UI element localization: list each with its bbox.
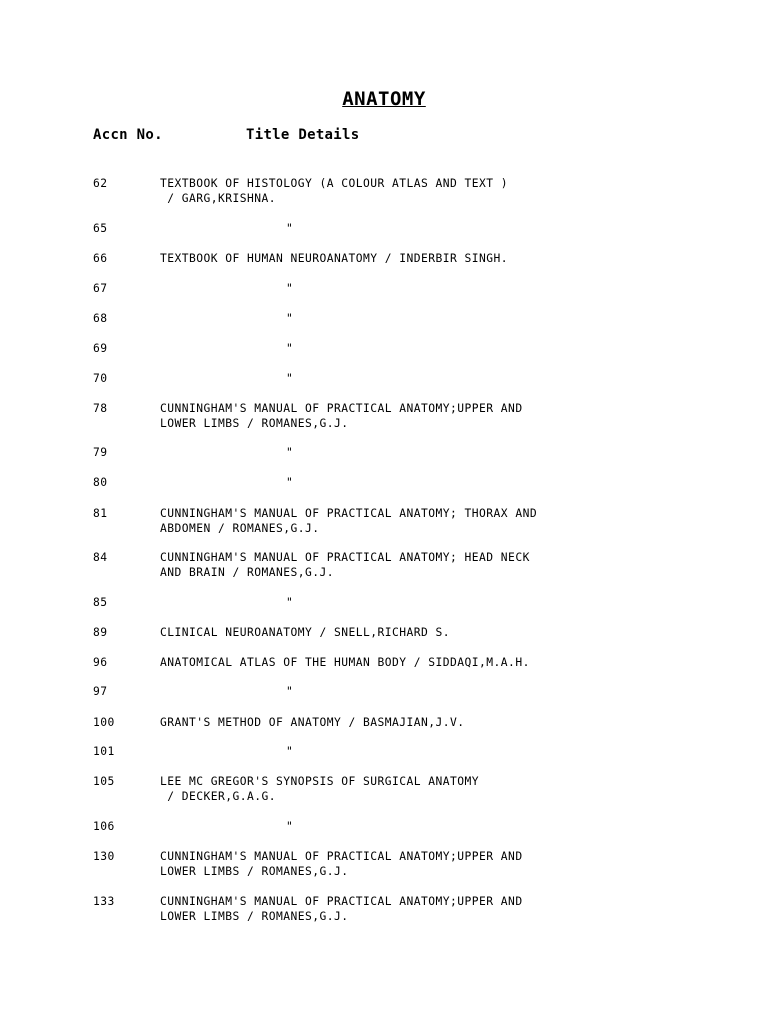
title-line: LEE MC GREGOR'S SYNOPSIS OF SURGICAL ANATOMY xyxy=(160,775,480,788)
title-line: CUNNINGHAM'S MANUAL OF PRACTICAL ANATOMY;UPPER AND xyxy=(160,402,523,415)
ditto-mark: " xyxy=(286,596,294,609)
accn-number: 79 xyxy=(93,446,108,459)
title-line: AND BRAIN / ROMANES,G.J. xyxy=(160,566,335,579)
title-line: CUNNINGHAM'S MANUAL OF PRACTICAL ANATOMY;UPPER AND xyxy=(160,850,523,863)
accn-number: 68 xyxy=(93,312,108,325)
accn-number: 101 xyxy=(93,745,115,758)
accn-number: 130 xyxy=(93,850,115,863)
accn-number: 89 xyxy=(93,626,108,639)
ditto-mark: " xyxy=(286,312,294,325)
title-line: / DECKER,G.A.G. xyxy=(160,790,277,803)
title-line: ANATOMICAL ATLAS OF THE HUMAN BODY / SIDDAQI,M.A.H. xyxy=(160,656,530,669)
ditto-mark: " xyxy=(286,342,294,355)
ditto-mark: " xyxy=(286,476,294,489)
title-line: CUNNINGHAM'S MANUAL OF PRACTICAL ANATOMY; THORAX AND xyxy=(160,507,538,520)
accn-number: 67 xyxy=(93,282,108,295)
accn-number: 66 xyxy=(93,252,108,265)
title-line: ABDOMEN / ROMANES,G.J. xyxy=(160,522,320,535)
ditto-mark: " xyxy=(286,820,294,833)
accn-number: 81 xyxy=(93,507,108,520)
title-line: GRANT'S METHOD OF ANATOMY / BASMAJIAN,J.V. xyxy=(160,716,465,729)
accn-number: 78 xyxy=(93,402,108,415)
title-column-header: Title Details xyxy=(246,127,360,143)
accn-column-header: Accn No. xyxy=(93,127,163,143)
title-line: TEXTBOOK OF HUMAN NEUROANATOMY / INDERBIR SINGH. xyxy=(160,252,509,265)
ditto-mark: " xyxy=(286,372,294,385)
accn-number: 106 xyxy=(93,820,115,833)
ditto-mark: " xyxy=(286,446,294,459)
title-line: TEXTBOOK OF HISTOLOGY (A COLOUR ATLAS AND TEXT ) xyxy=(160,177,509,190)
accn-number: 69 xyxy=(93,342,108,355)
accn-number: 96 xyxy=(93,656,108,669)
accn-number: 97 xyxy=(93,685,108,698)
title-line: LOWER LIMBS / ROMANES,G.J. xyxy=(160,910,349,923)
accn-number: 62 xyxy=(93,177,108,190)
accn-number: 65 xyxy=(93,222,108,235)
title-line: / GARG,KRISHNA. xyxy=(160,192,277,205)
accn-number: 105 xyxy=(93,775,115,788)
title-line: CLINICAL NEUROANATOMY / SNELL,RICHARD S. xyxy=(160,626,451,639)
ditto-mark: " xyxy=(286,222,294,235)
ditto-mark: " xyxy=(286,282,294,295)
accn-number: 70 xyxy=(93,372,108,385)
title-line: CUNNINGHAM'S MANUAL OF PRACTICAL ANATOMY; HEAD NECK xyxy=(160,551,530,564)
list-item xyxy=(0,894,768,969)
title-line: CUNNINGHAM'S MANUAL OF PRACTICAL ANATOMY;UPPER AND xyxy=(160,895,523,908)
accn-number: 100 xyxy=(93,716,115,729)
accn-number: 85 xyxy=(93,596,108,609)
title-line: LOWER LIMBS / ROMANES,G.J. xyxy=(160,865,349,878)
accn-number: 84 xyxy=(93,551,108,564)
ditto-mark: " xyxy=(286,745,294,758)
accn-number: 133 xyxy=(93,895,115,908)
ditto-mark: " xyxy=(286,685,294,698)
title-line: LOWER LIMBS / ROMANES,G.J. xyxy=(160,417,349,430)
accn-number: 80 xyxy=(93,476,108,489)
page-title: ANATOMY xyxy=(342,88,426,110)
